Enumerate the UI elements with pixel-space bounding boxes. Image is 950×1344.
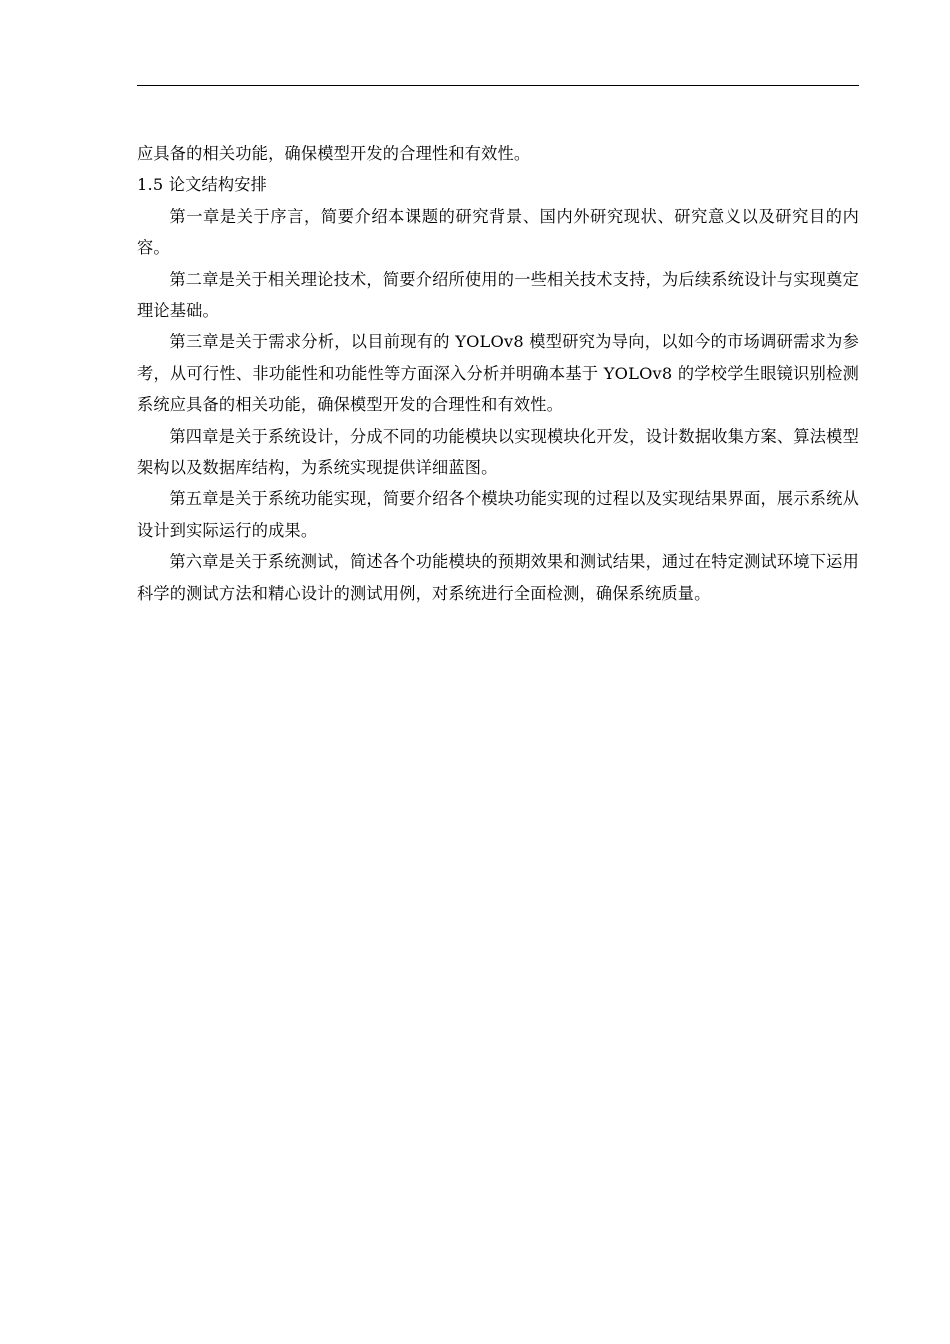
- header-rule: [137, 85, 859, 86]
- paragraph-chapter-4: 第四章是关于系统设计，分成不同的功能模块以实现模块化开发，设计数据收集方案、算法模型架构以及数据库结构，为系统实现提供详细蓝图。: [137, 426, 859, 478]
- paragraph-chapter-6: 第六章是关于系统测试，简述各个功能模块的预期效果和测试结果，通过在特定测试环境下运用科学的测试方法和精心设计的测试用例，对系统进行全面检测，确保系统质量。: [137, 552, 859, 603]
- paragraph-chapter-3: 第三章是关于需求分析，以目前现有的 YOLOv8 模型研究为导向，以如今的市场调研需求为参考，从可行性、非功能性和功能性等方面深入分析并明确本基于 YOLOv8 的学校学生眼镜识别检测系统应具备的相关功能，确保模型开发的合理性和有效性。: [137, 332, 859, 415]
- paragraph-chapter-1: 第一章是关于序言，简要介绍本课题的研究背景、国内外研究现状、研究意义以及研究目的内容。: [137, 206, 859, 258]
- paragraph-chapter-2: 第二章是关于相关理论技术，简要介绍所使用的一些相关技术支持，为后续系统设计与实现奠定理论基础。: [137, 269, 859, 321]
- continuation-line: 应具备的相关功能，确保模型开发的合理性和有效性。: [137, 144, 531, 163]
- document-body: [137, 138, 859, 609]
- section-heading: 1.5 论文结构安排: [137, 175, 268, 195]
- paragraph-chapter-5: 第五章是关于系统功能实现，简要介绍各个模块功能实现的过程以及实现结果界面，展示系统从设计到实际运行的成果。: [137, 489, 859, 540]
